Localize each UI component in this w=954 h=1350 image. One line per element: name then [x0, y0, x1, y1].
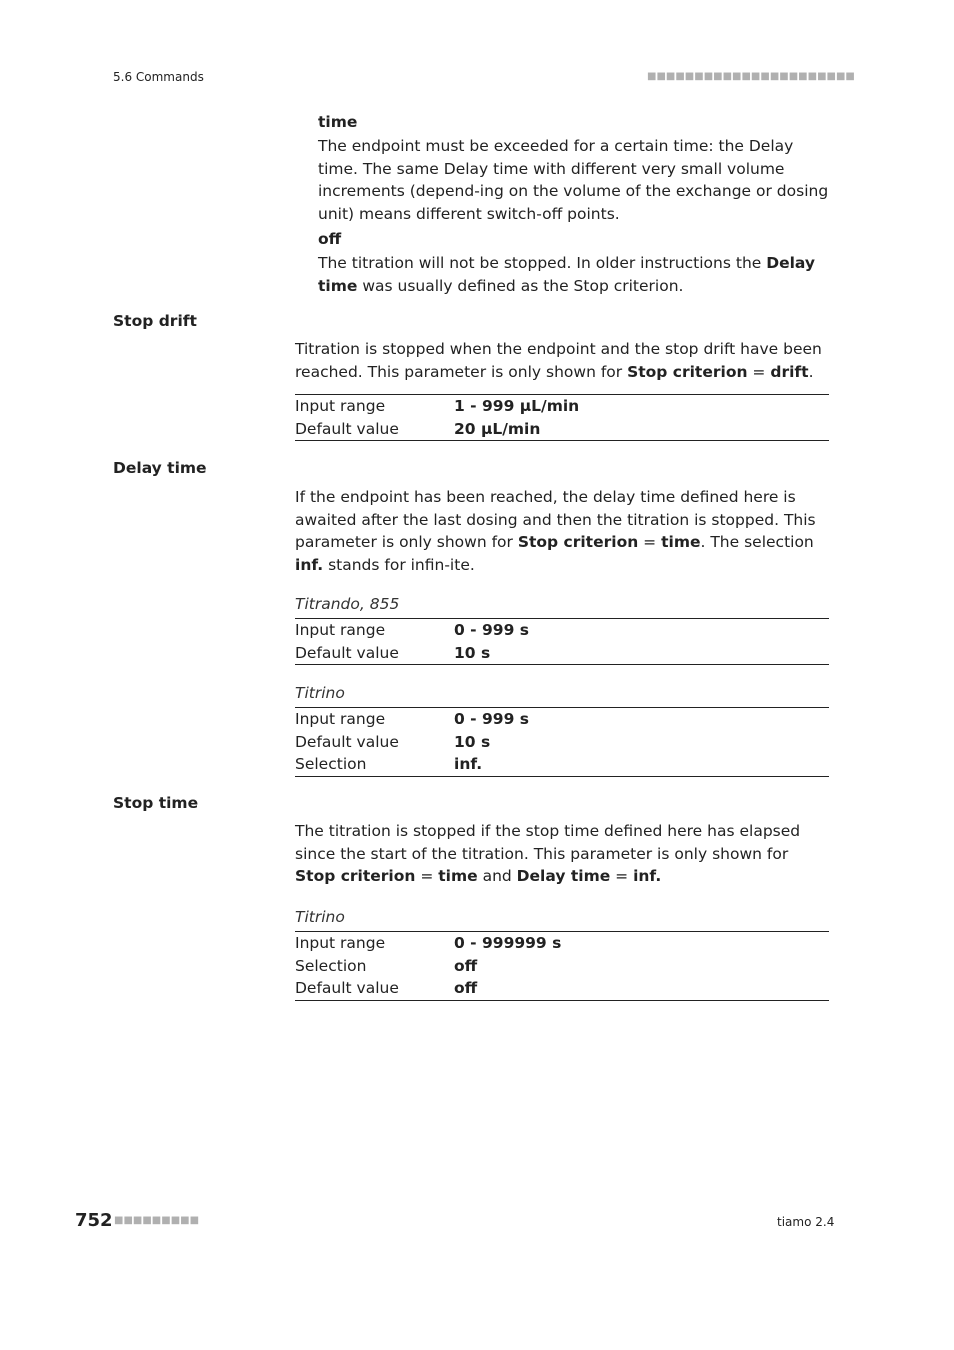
option-time-label: time	[318, 113, 358, 131]
table-row	[295, 619, 829, 642]
table-row	[295, 753, 829, 776]
delay-time-table1	[295, 618, 829, 665]
row-key: Default value	[295, 419, 399, 438]
row-value: off	[454, 956, 478, 975]
table-row	[295, 418, 829, 441]
section-header: 5.6 Commands	[113, 70, 204, 84]
row-key: Input range	[295, 621, 386, 639]
table-row	[295, 731, 829, 754]
row-value: 1 - 999 µL/min	[454, 397, 580, 415]
option-off-label: off	[318, 230, 342, 248]
stop-drift-heading: Stop drift	[113, 312, 197, 330]
row-key: Default value	[295, 732, 399, 751]
row-value: off	[454, 979, 478, 997]
option-time-description: The endpoint must be exceeded for a certain time: the Delay time. The same Delay time with different very small volume increments (depend-ing on the volume of the exchange or dosing unit) means different switch-off points.	[318, 137, 829, 223]
row-value: inf.	[454, 755, 483, 773]
header-dots: ■■■■■■■■■■■■■■■■■■■■■■	[647, 71, 855, 82]
delay-time-table2-caption: Titrino	[295, 684, 345, 702]
row-value: 20 µL/min	[454, 419, 541, 438]
stop-drift-table	[295, 394, 829, 441]
delay-time-table2	[295, 707, 829, 777]
table-row	[295, 932, 829, 955]
row-value: 10 s	[454, 732, 491, 751]
table-row	[295, 708, 829, 731]
row-key: Selection	[295, 755, 367, 773]
row-value: 0 - 999 s	[454, 710, 529, 728]
row-key: Selection	[295, 956, 367, 975]
stop-time-table	[295, 931, 829, 1001]
delay-time-table1-caption: Titrando, 855	[295, 595, 400, 613]
row-key: Input range	[295, 934, 386, 952]
row-value: 0 - 999 s	[454, 621, 529, 639]
stop-time-description: The titration is stopped if the stop time defined here has elapsed since the start of the titration. This parameter is only shown for Stop criterion = time and Delay time = inf.	[295, 822, 801, 885]
stop-time-heading: Stop time	[113, 794, 199, 812]
row-key: Default value	[295, 979, 399, 997]
row-key: Input range	[295, 397, 386, 415]
product-name: tiamo 2.4	[777, 1215, 835, 1229]
table-row	[295, 395, 829, 418]
table-row	[295, 642, 829, 665]
table-row	[295, 955, 829, 978]
delay-time-heading: Delay time	[113, 459, 207, 477]
page-number: 752	[75, 1210, 113, 1231]
footer-dots: ■■■■■■■■■	[114, 1215, 200, 1226]
stop-time-table-caption: Titrino	[295, 908, 345, 926]
stop-drift-description: Titration is stopped when the endpoint and the stop drift have been reached. This parameter is only shown for Stop criterion = drift.	[295, 340, 822, 381]
table-row	[295, 977, 829, 1000]
delay-time-description: If the endpoint has been reached, the delay time defined here is awaited after the last dosing and then the titration is stopped. This parameter is only shown for Stop criterion = time. The selection inf. stands for infin-ite.	[295, 488, 816, 574]
row-value: 0 - 999999 s	[454, 934, 562, 952]
row-key: Input range	[295, 710, 386, 728]
option-off-description: The titration will not be stopped. In older instructions the Delay time was usually defined as the Stop criterion.	[318, 254, 816, 295]
row-key: Default value	[295, 643, 399, 662]
row-value: 10 s	[454, 643, 491, 662]
